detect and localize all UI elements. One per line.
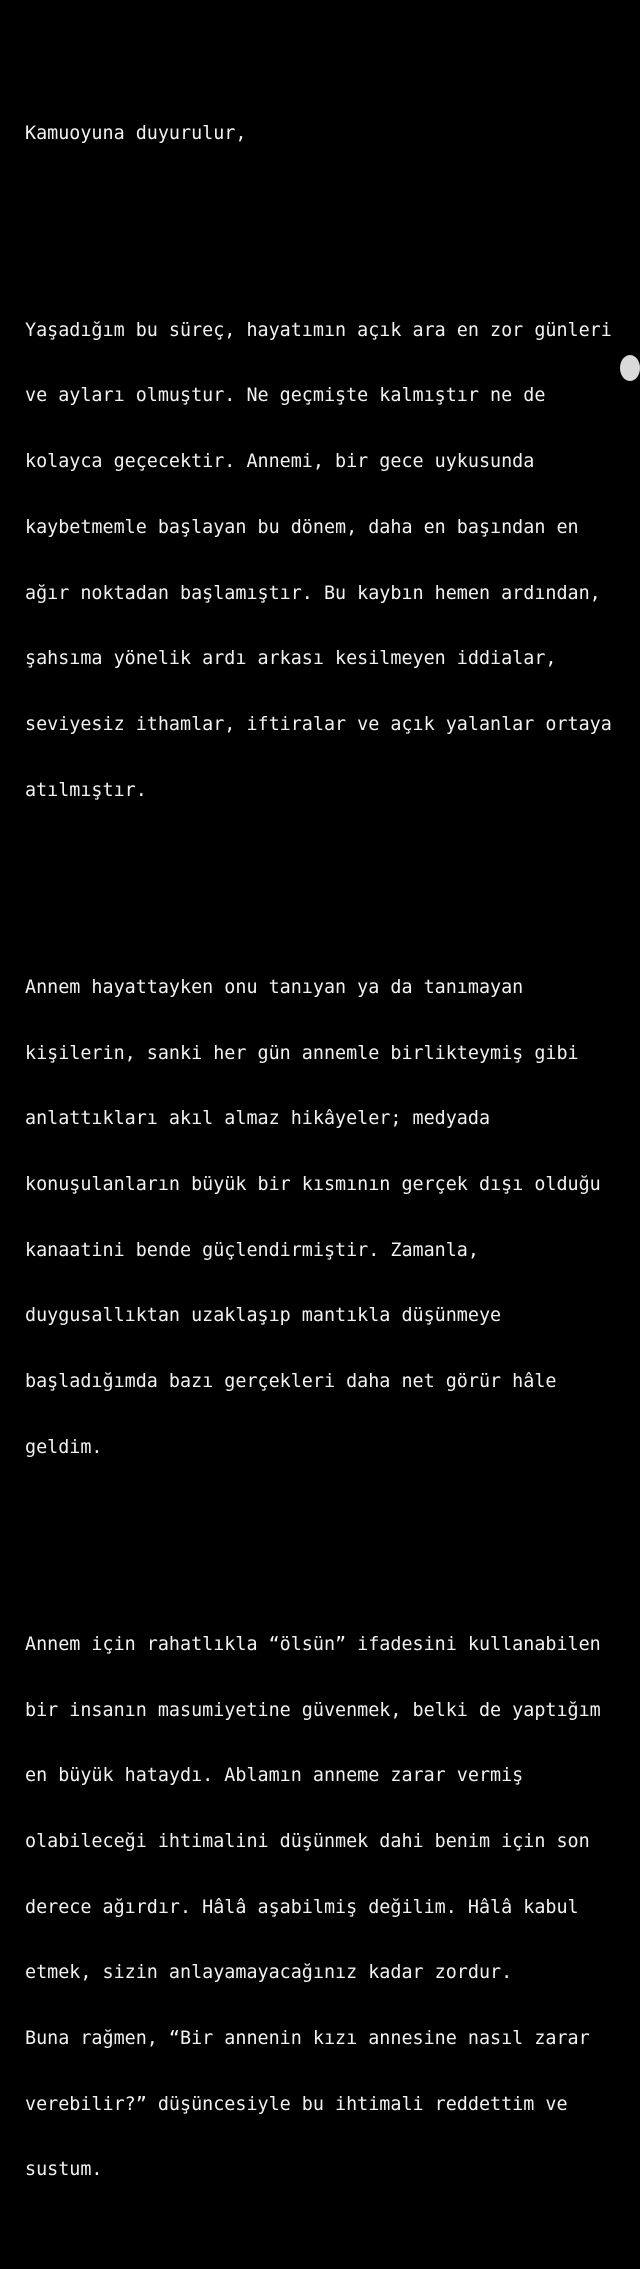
text-line: Buna rağmen, “Bir annenin kızı annesine nasıl zarar [25,2028,590,2050]
text-line: seviyesiz ithamlar, iftiralar ve açık yalanlar ortaya [25,713,612,735]
text-line: ve ayları olmuştur. Ne geçmişte kalmıştır ne de [25,385,546,407]
greeting-line: Kamuoyuna duyurulur, [25,122,247,144]
text-line: şahsıma yönelik ardı arkası kesilmeyen iddialar, [25,648,557,670]
text-line: başladığımda bazı gerçekleri daha net görür hâle [25,1371,557,1393]
text-line: Yaşadığım bu süreç, hayatımın açık ara en zor günleri [25,319,612,341]
text-line: bir insanın masumiyetine güvenmek, belki de yaptığım [25,1699,601,1721]
text-line: verebilir?” düşüncesiyle bu ihtimali reddettim ve [25,2093,568,2115]
text-line: ağır noktadan başlamıştır. Bu kaybın hemen ardından, [25,582,601,604]
text-line: duygusallıktan uzaklaşıp mantıkla düşünmeye [25,1305,502,1327]
text-line: kaybetmemle başlayan bu dönem, daha en başından en [25,516,579,538]
text-line: kişilerin, sanki her gün annemle birlikteymiş gibi [25,1042,579,1064]
text-line: atılmıştır. [25,779,147,801]
text-line: kolayca geçecektir. Annemi, bir gece uykusunda [25,451,535,473]
text-line: sustum. [25,2159,103,2181]
text-line: konuşulanların büyük bir kısmının gerçek dışı olduğu [25,1173,601,1195]
text-line: derece ağırdır. Hâlâ aşabilmiş değilim. Hâlâ kabul [25,1896,579,1918]
text-line: anlattıkları akıl almaz hikâyeler; medyada [25,1108,491,1130]
paragraph-1 [25,276,625,845]
greeting-paragraph [25,79,625,189]
paragraph-3 [25,1590,625,2225]
edge-handle-icon [620,355,640,381]
text-line: geldim. [25,1436,103,1458]
text-line: kanaatini bende güçlendirmiştir. Zamanla, [25,1239,479,1261]
text-line: etmek, sizin anlayamayacağınız kadar zordur. [25,1962,513,1984]
text-line: olabileceği ihtimalini düşünmek dahi benim için son [25,1830,590,1852]
text-line: Annem hayattayken onu tanıyan ya da tanımayan [25,976,524,998]
text-line: en büyük hataydı. Ablamın anneme zarar vermiş [25,1765,524,1787]
paragraph-2 [25,933,625,1502]
text-line: Annem için rahatlıkla “ölsün” ifadesini kullanabilen [25,1633,601,1655]
statement-document [25,35,625,2269]
